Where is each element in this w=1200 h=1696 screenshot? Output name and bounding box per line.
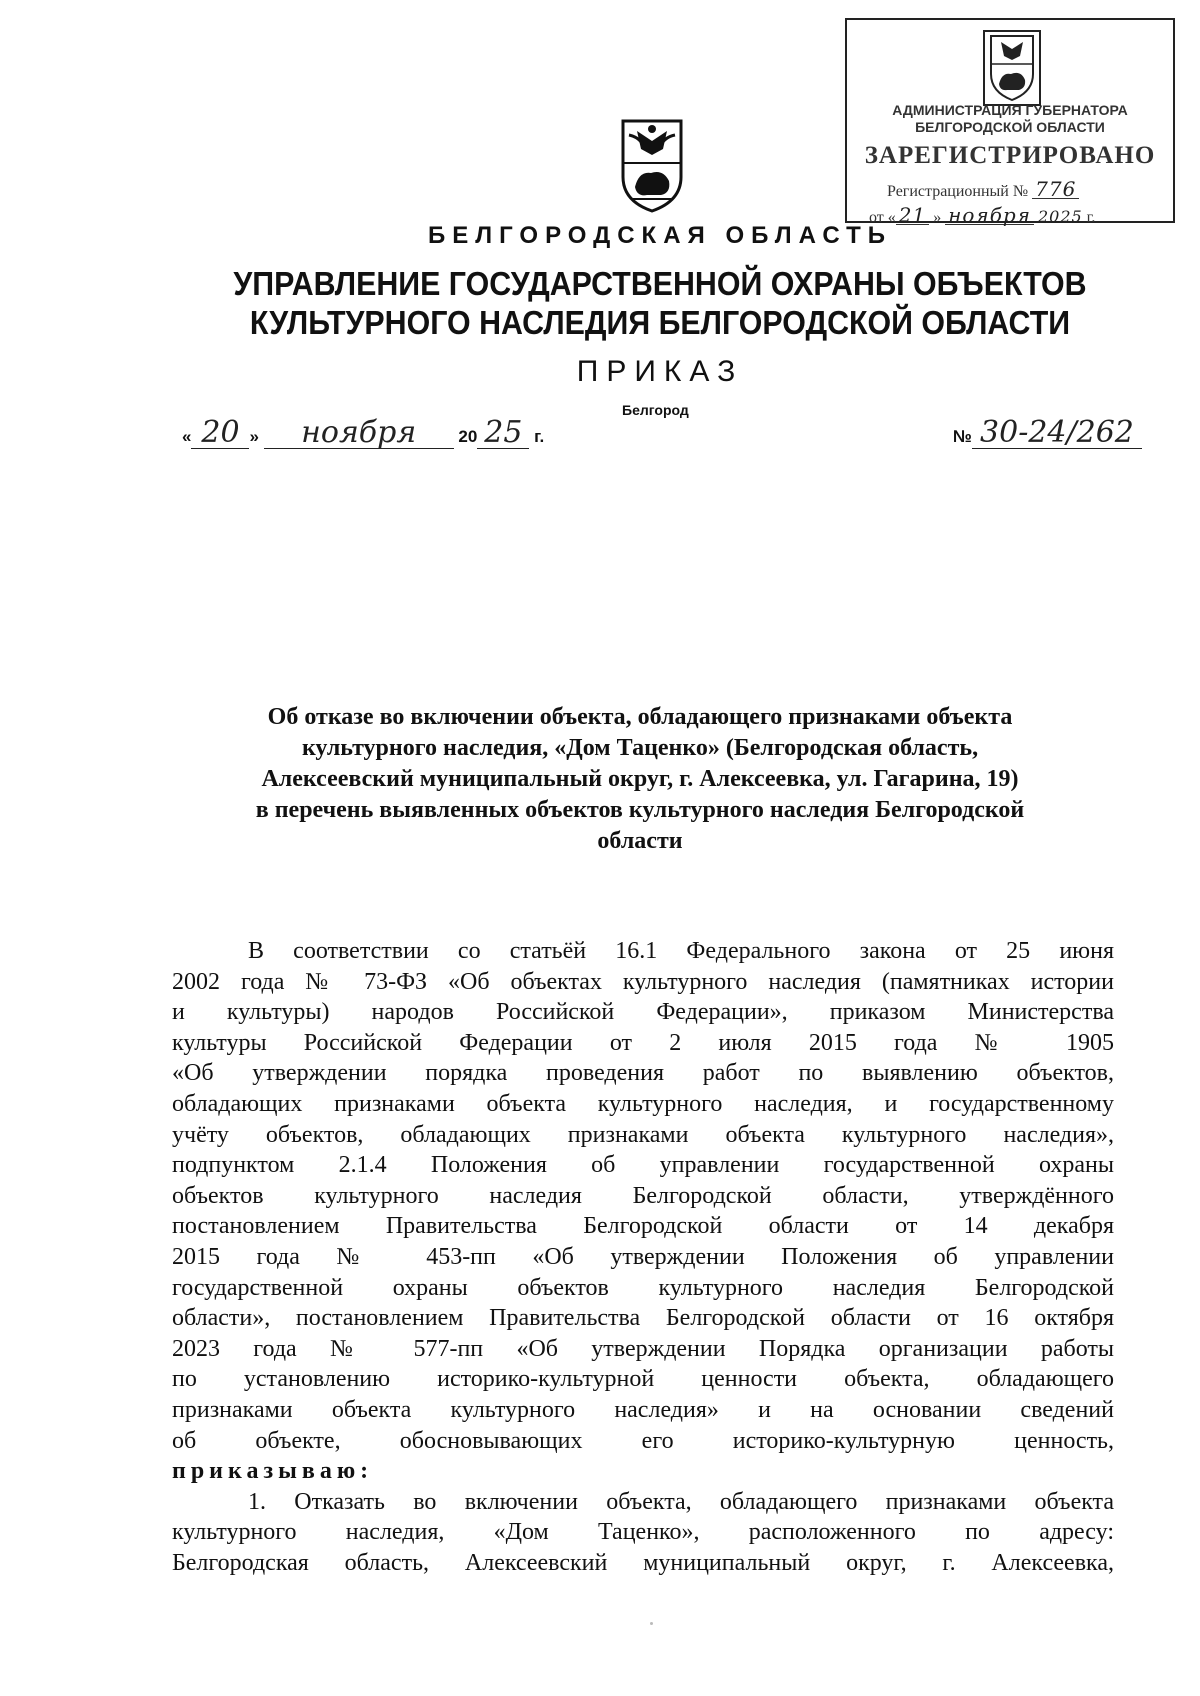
region-name: БЕЛГОРОДСКАЯ ОБЛАСТЬ	[428, 222, 892, 249]
department-name-line-2: КУЛЬТУРНОГО НАСЛЕДИЯ БЕЛГОРОДСКОЙ ОБЛАСТИ	[249, 304, 1071, 341]
order-word: приказываю	[172, 1458, 361, 1485]
body-line: государственной охраны объектов культурного наследия Белгородской	[172, 1274, 1114, 1301]
body-line: области», постановлением Правительства Белгородской области от 16 октября	[172, 1305, 1114, 1332]
date-quote-close: »	[249, 427, 259, 446]
date-month: ноября	[264, 418, 454, 449]
stamp-date-month: ноября	[945, 206, 1034, 225]
order-number	[953, 415, 1142, 450]
city-name: Белгород	[622, 402, 689, 418]
item-1-line: 1. Отказать во включении объекта, обладающего признаками объекта	[248, 1488, 1114, 1515]
date-year-unit: г.	[534, 427, 545, 446]
stamp-date-suffix: г.	[1086, 209, 1096, 226]
stamp-org-line-1: АДМИНИСТРАЦИЯ ГУБЕРНАТОРА	[892, 102, 1128, 118]
body-line: по установлению историко-культурной ценности объекта, обладающего	[172, 1366, 1114, 1393]
document-body	[172, 936, 1114, 1578]
body-line: 2023 года № 577-пп «Об утверждении Порядка организации работы	[172, 1335, 1114, 1362]
stamp-number-label: Регистрационный №	[887, 183, 1029, 200]
order-word-colon: :	[360, 1458, 369, 1485]
order-number-value: 30-24/262	[972, 418, 1142, 449]
stamp-number-line	[887, 177, 1079, 201]
stamp-date-sep: »	[933, 209, 942, 226]
title-line: Об отказе во включении объекта, обладающего признаками объекта	[267, 704, 1013, 730]
body-line: культуры Российской Федерации от 2 июля 2015 года № 1905	[172, 1029, 1114, 1056]
body-line: постановлением Правительства Белгородской области от 14 декабря	[172, 1213, 1114, 1240]
coat-of-arms-emblem	[617, 115, 687, 215]
registration-stamp	[845, 18, 1175, 227]
title-line: Алексеевский муниципальный округ, г. Алексеевка, ул. Гагарина, 19)	[261, 766, 1019, 792]
order-date	[182, 415, 545, 450]
date-year-prefix: 20	[458, 427, 478, 446]
stamp-status: ЗАРЕГИСТРИРОВАНО	[864, 142, 1156, 169]
stamp-coat-of-arms-emblem	[981, 28, 1043, 108]
body-line: учёту объектов, обладающих признаками объекта культурного наследия»,	[172, 1121, 1114, 1148]
stamp-date-day: 21	[896, 206, 929, 225]
stamp-date-year: 2025	[1037, 207, 1083, 226]
document-title	[170, 702, 1110, 857]
scan-speck	[650, 1622, 653, 1625]
order-word-line	[172, 1456, 1114, 1487]
body-line: и культуры) народов Российской Федерации», приказом Министерства	[172, 999, 1114, 1026]
date-quote-open: «	[182, 427, 192, 446]
title-line: культурного наследия, «Дом Таценко» (Белгородская область,	[301, 735, 979, 761]
date-year-suffix: 25	[477, 418, 529, 449]
stamp-date-prefix: от «	[869, 209, 896, 226]
body-line: об объекте, обосновывающих его историко-культурную ценность,	[172, 1427, 1114, 1454]
department-name-line-1: УПРАВЛЕНИЕ ГОСУДАРСТВЕННОЙ ОХРАНЫ ОБЪЕКТОВ	[233, 265, 1087, 302]
body-line: 2015 года № 453-пп «Об утверждении Положения об управлении	[172, 1243, 1114, 1270]
body-line: объектов культурного наследия Белгородской области, утверждённого	[172, 1182, 1114, 1209]
title-line: области	[597, 828, 683, 854]
stamp-number-value: 776	[1032, 180, 1079, 199]
item-1-line: культурного наследия, «Дом Таценко», расположенного по адресу:	[172, 1519, 1114, 1546]
body-line: подпунктом 2.1.4 Положения об управлении государственной охраны	[172, 1152, 1114, 1179]
title-line: в перечень выявленных объектов культурного наследия Белгородской	[255, 797, 1025, 823]
body-line: признаками объекта культурного наследия» и на основании сведений	[172, 1396, 1114, 1423]
body-line: В соответствии со статьёй 16.1 Федерального закона от 25 июня	[248, 938, 1114, 964]
body-line: 2002 года № 73-ФЗ «Об объектах культурного наследия (памятниках истории	[172, 968, 1114, 995]
item-1-line: Белгородская область, Алексеевский муниципальный округ, г. Алексеевка,	[172, 1549, 1114, 1576]
body-line: «Об утверждении порядка проведения работ по выявлению объектов,	[172, 1060, 1114, 1087]
body-line: обладающих признаками объекта культурного наследия, и государственному	[172, 1090, 1114, 1117]
document-type: ПРИКАЗ	[576, 355, 744, 388]
order-number-label: №	[953, 427, 972, 446]
date-day: 20	[191, 418, 249, 449]
stamp-org-line-2: БЕЛГОРОДСКОЙ ОБЛАСТИ	[915, 119, 1105, 135]
